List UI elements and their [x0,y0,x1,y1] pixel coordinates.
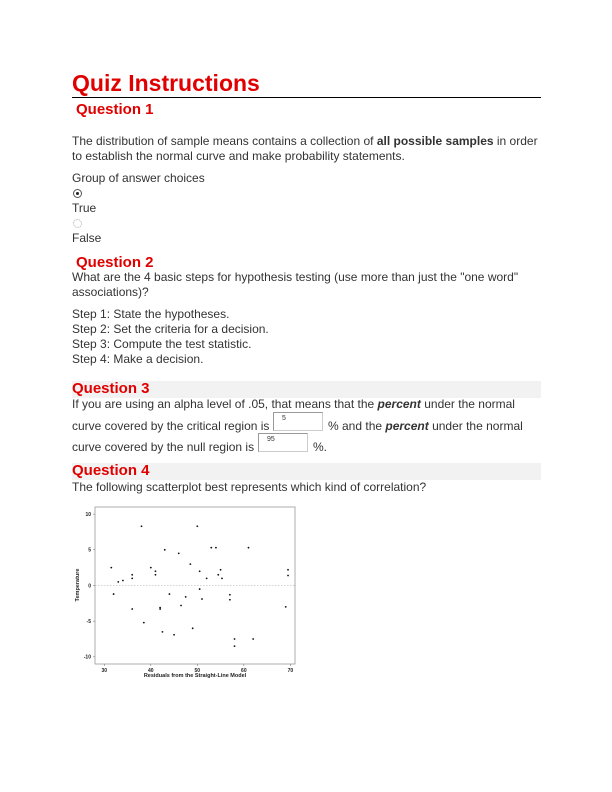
question-2-prompt [72,270,552,300]
question-1-text-part: in order [493,134,538,148]
question-1-text-part: The distribution of sample means contains a collection of [72,134,377,148]
hypothesis-steps [72,307,269,367]
data-point [248,547,250,549]
y-axis-label: Temperature [75,568,81,602]
data-point [110,567,112,569]
data-point [234,638,236,640]
data-point [287,569,289,571]
data-point [215,547,217,549]
y-tick-label: 0 [88,583,91,590]
x-tick-label: 50 [194,668,201,674]
data-point [285,606,287,608]
x-tick-label: 60 [241,668,247,674]
data-point [131,608,133,610]
question-3-emphasis: percent [377,397,421,411]
question-3-heading: Question 3 [72,380,150,397]
question-1-heading: Question 1 [76,101,154,118]
data-point [173,634,175,636]
data-point [117,581,119,583]
question-3-emphasis: percent [385,419,429,433]
data-point [162,631,164,633]
question-1-text-bold: all possible samples [376,134,494,148]
data-point [229,594,231,596]
data-point [185,596,187,598]
null-region-input[interactable]: 95 [258,433,308,452]
data-point [122,580,124,582]
data-point [221,577,223,579]
data-point [155,570,157,572]
question-1-text-line2: to establish the normal curve and make probability statements. [72,149,405,163]
title-divider [72,97,541,98]
y-tick-label: 5 [88,547,91,554]
data-point [199,588,201,590]
data-point [196,525,198,527]
data-point [287,575,289,577]
step-item: Step 2: Set the criteria for a decision. [72,322,269,336]
x-tick-label: 70 [287,668,294,674]
question-3-text-part: under the normal [420,397,515,411]
data-point [141,525,143,527]
step-item: Step 3: Compute the test statistic. [72,337,252,351]
question-4-heading: Question 4 [72,462,150,479]
data-point [131,574,133,576]
question-3-line1 [72,397,552,412]
data-point [220,569,222,571]
radio-true[interactable] [73,189,82,198]
page-title: Quiz Instructions [72,70,260,96]
step-item: Step 1: State the hypotheses. [72,307,230,321]
data-point [169,593,171,595]
step-item: Step 4: Make a decision. [72,352,204,366]
radio-false[interactable] [73,219,82,228]
data-point [217,574,219,576]
x-tick-label: 40 [148,668,154,674]
question-3-text-part: under the normal [428,419,523,433]
data-point [150,567,152,569]
y-tick-label: -5 [86,618,91,625]
scatterplot-chart [60,500,310,685]
question-3-text-part: If you are using an alpha level of .05, that means that the [72,397,378,411]
answer-group-label: Group of answer choices [72,171,205,185]
x-axis-label: Residuals from the Straight-Line Model [143,673,247,679]
data-point [131,577,133,579]
data-point [155,574,157,576]
y-tick-label: 10 [85,511,91,518]
question-2-prompt-line: What are the 4 basic steps for hypothesis testing (use more than just the "one word" [72,270,519,284]
data-point [206,577,208,579]
x-tick-label: 30 [101,668,108,674]
data-point [234,645,236,647]
data-point [113,593,115,595]
data-point [201,598,203,600]
question-1-text [72,134,552,164]
question-3-line3-pre: curve covered by the null region is [72,440,255,454]
question-4-prompt: The following scatterplot best represents which kind of correlation? [72,480,427,494]
data-point [192,627,194,629]
question-2-prompt-line: associations)? [72,285,149,299]
critical-region-input[interactable]: 5 [273,412,323,431]
question-3-text-part: % and the [328,419,386,433]
data-point [252,638,254,640]
choice-true-label[interactable]: True [72,201,97,215]
data-point [189,563,191,565]
data-point [178,552,180,554]
data-point [210,547,212,549]
data-point [180,605,182,607]
data-point [164,549,166,551]
question-2-heading: Question 2 [76,254,154,271]
question-3-line3-post: %. [313,440,328,454]
data-point [159,607,161,609]
question-3-line2-post [328,419,523,434]
choice-false-label[interactable]: False [72,231,102,245]
y-tick-label: -10 [83,654,91,661]
question-3-line2-pre: curve covered by the critical region is [72,419,270,433]
data-point [143,622,145,624]
data-point [199,570,201,572]
data-point [229,599,231,601]
